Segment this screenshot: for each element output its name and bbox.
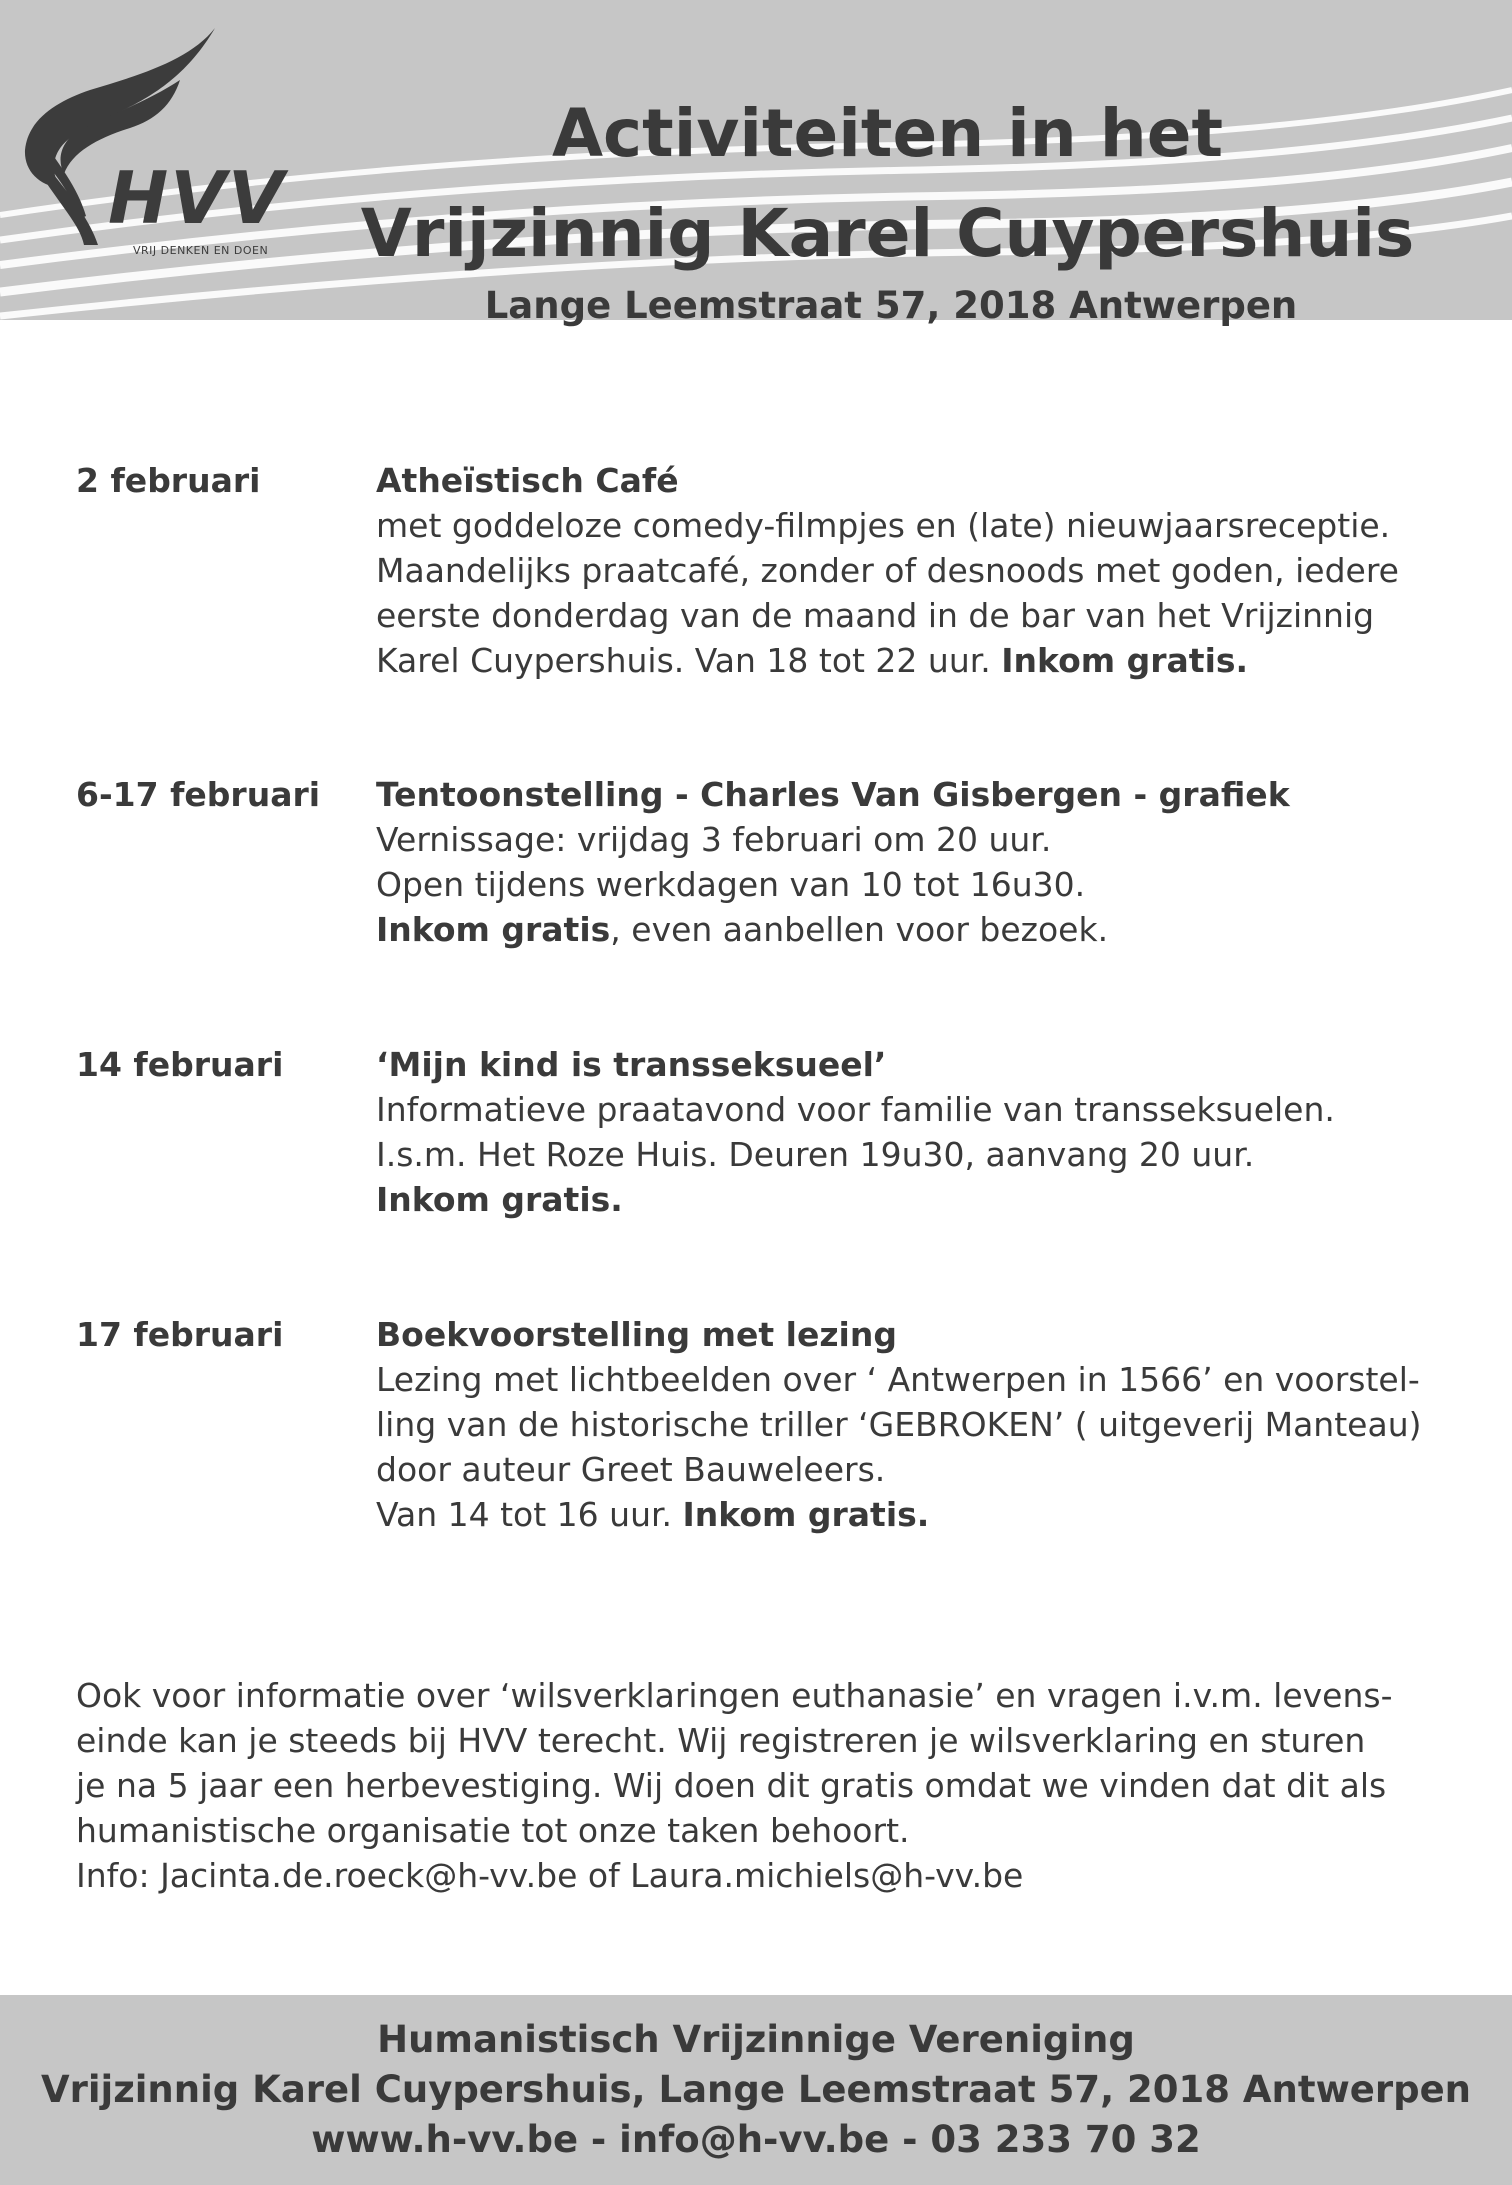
info-line: je na 5 jaar een herbevestiging. Wij doen dit gratis omdat we vinden dat dit als: [76, 1766, 1387, 1805]
event-title: Boekvoorstelling met lezing: [376, 1315, 897, 1354]
info-line: humanistische organisatie tot onze taken behoort.: [76, 1811, 910, 1850]
event-line: [376, 638, 1512, 683]
event-body: [376, 772, 1512, 952]
event-line: door auteur Greet Bauweleers.: [376, 1450, 886, 1489]
event-body: [376, 1042, 1512, 1222]
euthanasia-info: [76, 1673, 1466, 1898]
event-body: [376, 458, 1512, 683]
title-line-2: Vrijzinnig Karel Cuypershuis: [360, 195, 1415, 272]
admission-free: Inkom gratis.: [1001, 641, 1249, 680]
header-band: [0, 0, 1512, 320]
event-line-text: , even aanbellen voor bezoek.: [610, 910, 1109, 949]
info-line: Ook voor informatie over ‘wilsverklaringen euthanasie’ en vragen i.v.m. levens-: [76, 1676, 1393, 1715]
page-title: [300, 84, 1475, 284]
admission-free: Inkom gratis.: [682, 1495, 930, 1534]
admission-free: Inkom gratis.: [376, 1180, 623, 1219]
event-line: Lezing met lichtbeelden over ‘ Antwerpen in 1566’ en voorstel-: [376, 1360, 1420, 1399]
event-line: Vernissage: vrijdag 3 februari om 20 uur.: [376, 820, 1052, 859]
event-line-text: Van 14 tot 16 uur.: [376, 1495, 683, 1534]
event-title: Tentoonstelling - Charles Van Gisbergen - grafiek: [376, 775, 1290, 814]
hvv-logo: [20, 20, 290, 257]
logo-tagline: VRIJ DENKEN EN DOEN: [133, 244, 269, 257]
event-title: ‘Mijn kind is transseksueel’: [376, 1045, 887, 1084]
event-line: I.s.m. Het Roze Huis. Deuren 19u30, aanvang 20 uur.: [376, 1135, 1255, 1174]
event-date: 14 februari: [76, 1045, 284, 1084]
event-line: ling van de historische triller ‘GEBROKEN’ ( uitgeverij Manteau): [376, 1405, 1422, 1444]
event-body: [376, 1312, 1512, 1537]
venue-address: Lange Leemstraat 57, 2018 Antwerpen: [484, 284, 1298, 327]
footer-address: Vrijzinnig Karel Cuypershuis, Lange Leemstraat 57, 2018 Antwerpen: [40, 2068, 1472, 2111]
event-title: Atheïstisch Café: [376, 461, 679, 500]
event-line: met goddeloze comedy-filmpjes en (late) nieuwjaarsreceptie.: [376, 506, 1391, 545]
event-line: Informatieve praatavond voor familie van transseksuelen.: [376, 1090, 1335, 1129]
event-date: 17 februari: [76, 1315, 284, 1354]
event-date: 2 februari: [76, 461, 261, 500]
event-line: Open tijdens werkdagen van 10 tot 16u30.: [376, 865, 1086, 904]
event-line-text: Karel Cuypershuis. Van 18 tot 22 uur.: [376, 641, 1002, 680]
event-line: [376, 1492, 1512, 1537]
event-line: [376, 1177, 1512, 1222]
info-contact-line: Info: Jacinta.de.roeck@h-vv.be of Laura.michiels@h-vv.be: [76, 1856, 1024, 1895]
info-line: einde kan je steeds bij HVV terecht. Wij registreren je wilsverklaring en sturen: [76, 1721, 1366, 1760]
event-date: 6-17 februari: [76, 775, 321, 814]
event-line: Maandelijks praatcafé, zonder of desnoods met goden, iedere: [376, 551, 1399, 590]
footer-contact: www.h-vv.be - info@h-vv.be - 03 233 70 32: [311, 2118, 1201, 2161]
event-line: [376, 907, 1512, 952]
title-line-1: Activiteiten in het: [551, 95, 1224, 172]
event-line: eerste donderdag van de maand in de bar van het Vrijzinnig: [376, 596, 1375, 635]
footer-band: [0, 1995, 1512, 2185]
footer-organisation: Humanistisch Vrijzinnige Vereniging: [377, 2018, 1135, 2061]
admission-free: Inkom gratis: [376, 910, 611, 949]
logo-text: HVV: [108, 156, 286, 240]
